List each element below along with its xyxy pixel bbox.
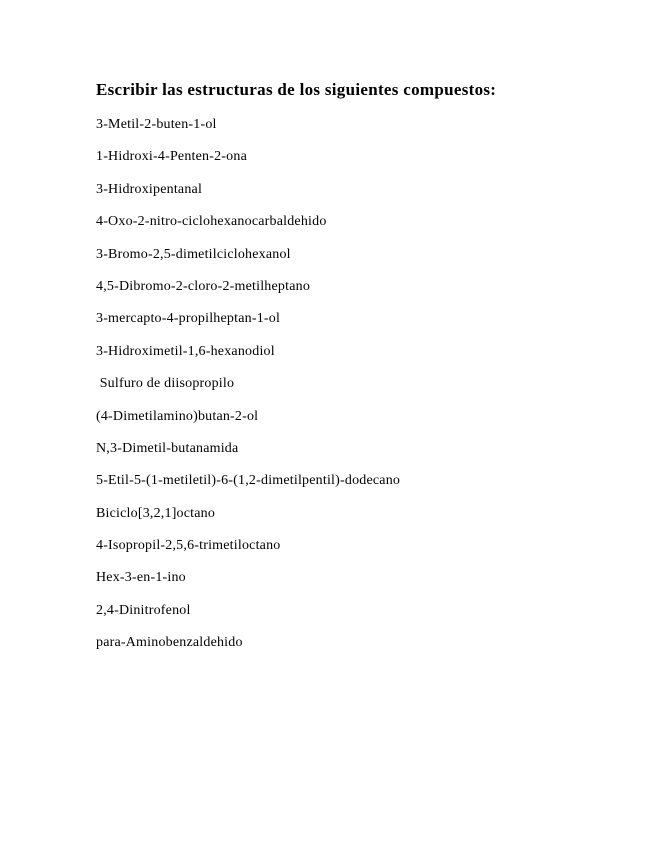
list-item: Sulfuro de diisopropilo [96,376,235,392]
page-title: Escribir las estructuras de los siguientes compuestos: [96,80,497,99]
list-item: Biciclo[3,2,1]octano [96,505,216,521]
list-item: 3-Hidroximetil-1,6-hexanodiol [96,343,275,359]
list-item: 4,5-Dibromo-2-cloro-2-metilheptano [96,278,311,294]
list-item: para-Aminobenzaldehido [96,635,243,651]
list-item: 1-Hidroxi-4-Penten-2-ona [96,149,247,165]
list-item: 3-Hidroxipentanal [96,181,203,197]
list-item: 3-Bromo-2,5-dimetilciclohexanol [96,246,291,262]
compound-list [96,115,400,666]
list-item: 3-mercapto-4-propilheptan-1-ol [96,311,281,327]
list-item: Hex-3-en-1-ino [96,570,186,586]
list-item: N,3-Dimetil-butanamida [96,440,239,456]
list-item: 2,4-Dinitrofenol [96,602,191,618]
list-item: (4-Dimetilamino)butan-2-ol [96,408,259,424]
list-item: 5-Etil-5-(1-metiletil)-6-(1,2-dimetilpentil)-dodecano [96,473,401,489]
list-item: 4-Isopropil-2,5,6-trimetiloctano [96,538,281,554]
list-item: 3-Metil-2-buten-1-ol [96,117,217,132]
list-item: 4-Oxo-2-nitro-ciclohexanocarbaldehido [96,214,327,230]
